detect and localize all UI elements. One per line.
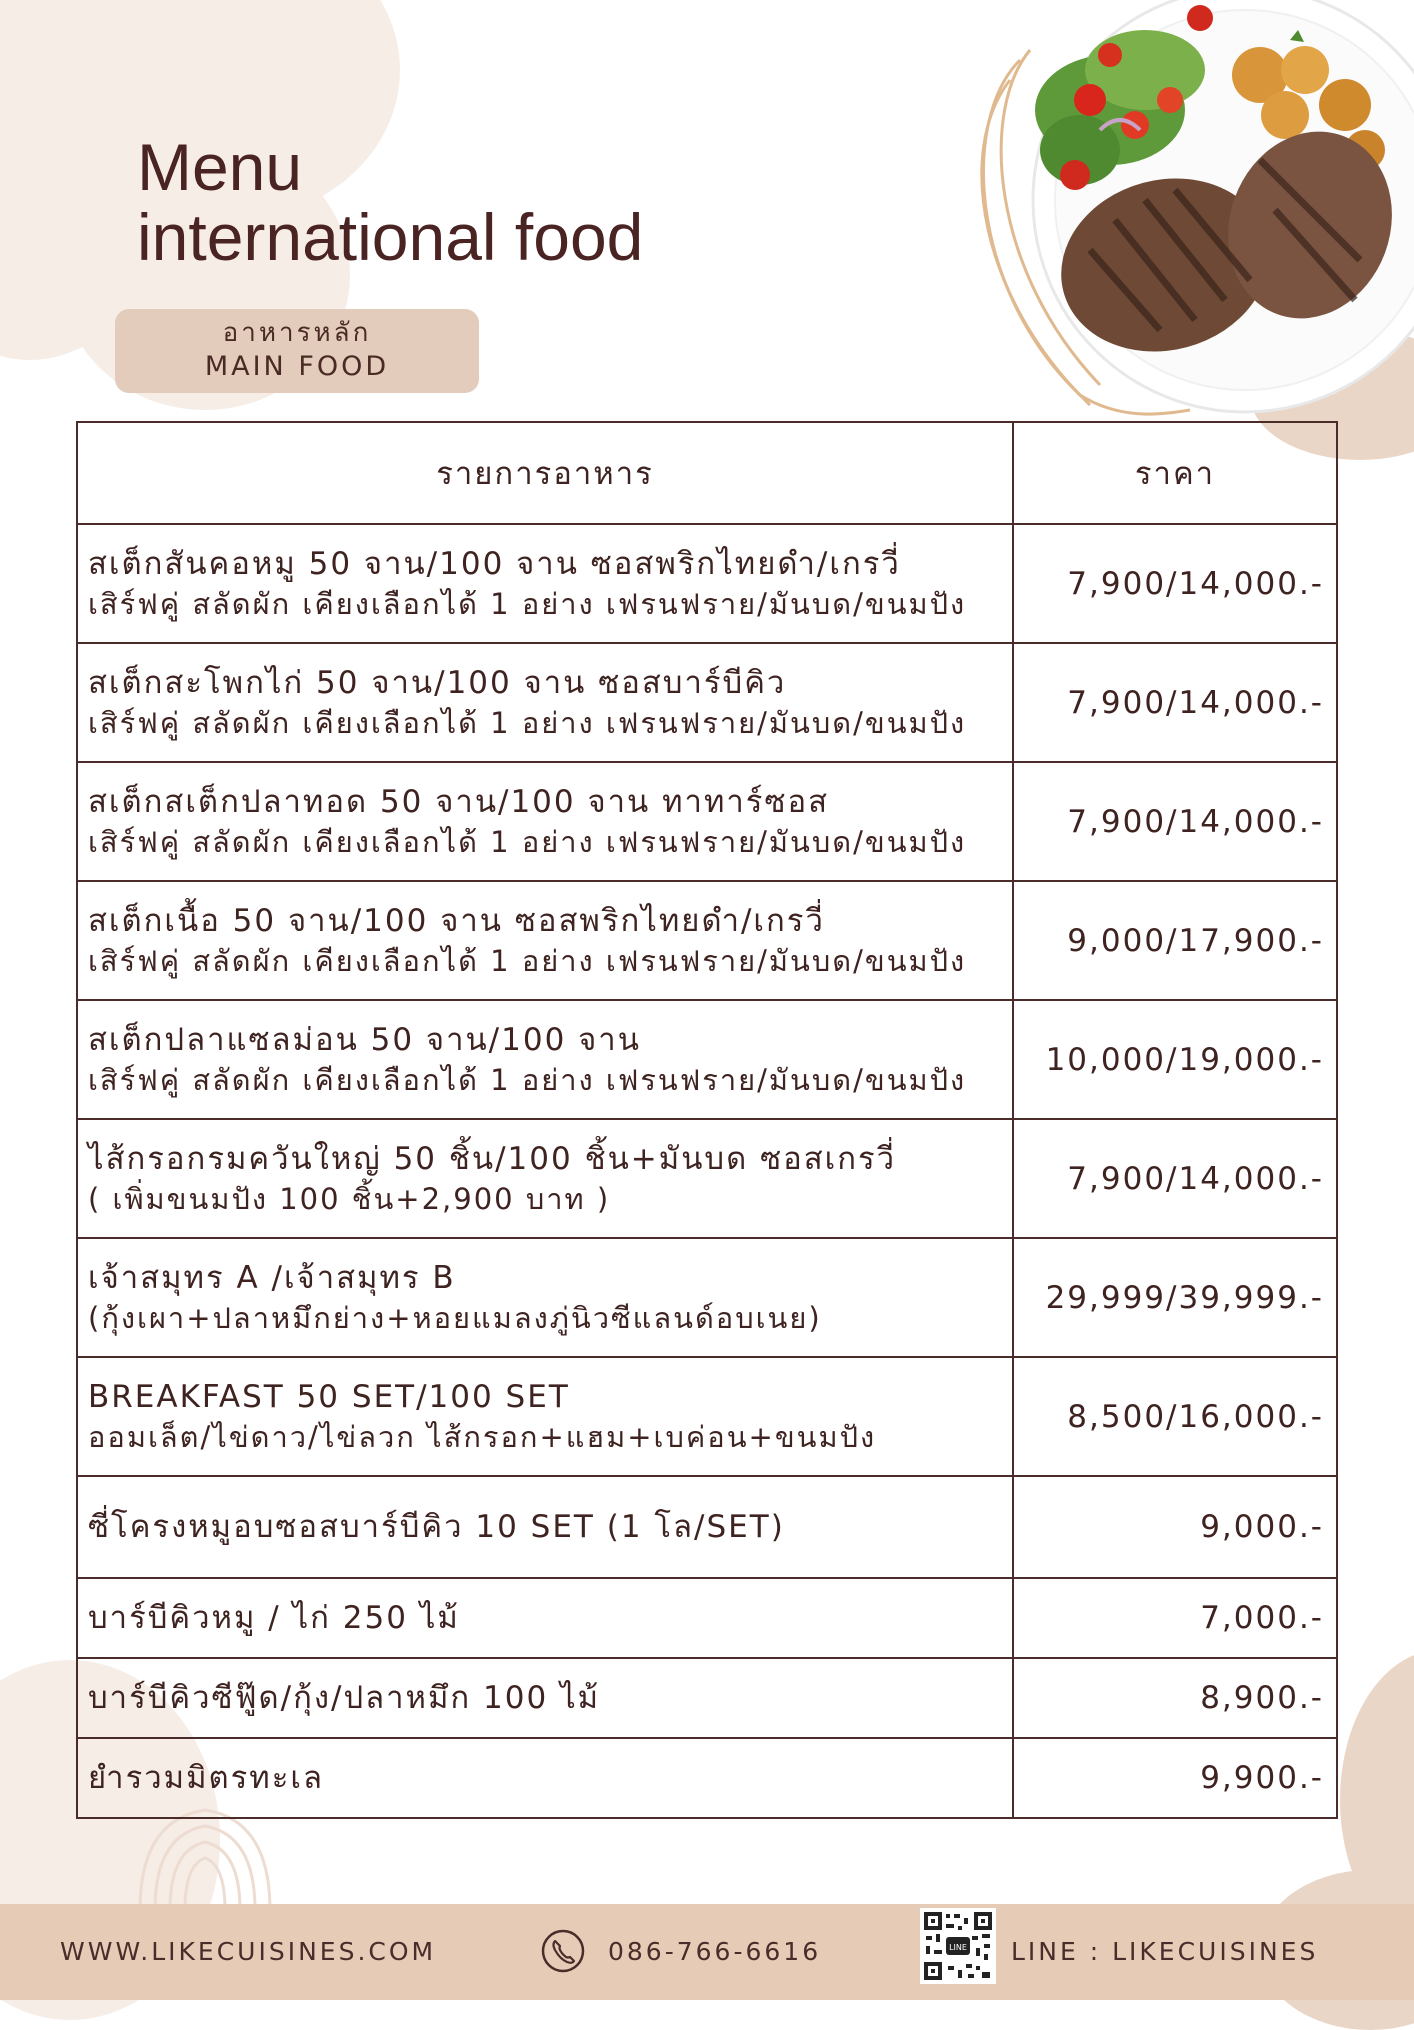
menu-item-name: บาร์บีคิวซีฟู๊ด/กุ้ง/ปลาหมึก 100 ไม้ [77, 1658, 1013, 1738]
menu-item-title: สเต็กเนื้อ 50 จาน/100 จาน ซอสพริกไทยดำ/เกรวี่ [88, 902, 825, 939]
title-line-2: international food [137, 200, 644, 274]
qr-code-icon [920, 1908, 996, 1984]
table-row [77, 1119, 1337, 1238]
menu-item-price: 7,000.- [1013, 1578, 1337, 1658]
menu-item-desc: เสิร์ฟคู่ สลัดผัก เคียงเลือกได้ 1 อย่าง เฟรนฟราย/มันบด/ขนมปัง [88, 1062, 967, 1097]
menu-item-price: 7,900/14,000.- [1013, 524, 1337, 643]
footer-bar [0, 1904, 1414, 2000]
menu-item-name [77, 524, 1013, 643]
menu-item-name [77, 762, 1013, 881]
svg-text:LINE: LINE [949, 1943, 967, 1952]
table-row [77, 643, 1337, 762]
menu-item-name [77, 643, 1013, 762]
menu-item-desc: เสิร์ฟคู่ สลัดผัก เคียงเลือกได้ 1 อย่าง เฟรนฟราย/มันบด/ขนมปัง [88, 586, 967, 621]
menu-item-price: 29,999/39,999.- [1013, 1238, 1337, 1357]
menu-item-price: 7,900/14,000.- [1013, 1119, 1337, 1238]
menu-item-desc: ออมเล็ต/ไข่ดาว/ไข่ลวก ไส้กรอก+แฮม+เบค่อน+ขนมปัง [88, 1419, 877, 1454]
table-header-row [77, 422, 1337, 524]
menu-item-title: สเต็กสเต็กปลาทอด 50 จาน/100 จาน ทาทาร์ซอส [88, 783, 830, 820]
menu-item-price: 8,500/16,000.- [1013, 1357, 1337, 1476]
menu-item-name [77, 1357, 1013, 1476]
menu-item-name [77, 881, 1013, 1000]
menu-item-name: ยำรวมมิตรทะเล [77, 1738, 1013, 1818]
table-row [77, 1238, 1337, 1357]
menu-table [76, 421, 1338, 1819]
phone-number[interactable]: 086-766-6616 [608, 1937, 822, 1966]
table-row [77, 762, 1337, 881]
menu-item-price: 9,000.- [1013, 1476, 1337, 1578]
menu-item-title: สเต็กสันคอหมู 50 จาน/100 จาน ซอสพริกไทยดำ/เกรวี่ [88, 545, 901, 582]
table-row [77, 1357, 1337, 1476]
menu-item-name: ซี่โครงหมูอบซอสบาร์บีคิว 10 SET (1 โล/SET) [77, 1476, 1013, 1578]
column-header-item: รายการอาหาร [77, 422, 1013, 524]
menu-item-title: ไส้กรอกรมควันใหญ่ 50 ชิ้น/100 ชิ้น+มันบด ซอสเกรวี่ [88, 1140, 897, 1177]
menu-item-price: 9,000/17,900.- [1013, 881, 1337, 1000]
line-id[interactable]: LINE : LIKECUISINES [1011, 1937, 1319, 1966]
table-row [77, 1476, 1337, 1578]
menu-item-name [77, 1238, 1013, 1357]
table-row [77, 524, 1337, 643]
menu-item-desc: เสิร์ฟคู่ สลัดผัก เคียงเลือกได้ 1 อย่าง เฟรนฟราย/มันบด/ขนมปัง [88, 943, 967, 978]
table-row [77, 1578, 1337, 1658]
steak-plate-image [960, 0, 1414, 420]
menu-item-price: 7,900/14,000.- [1013, 762, 1337, 881]
menu-item-title: สเต็กสะโพกไก่ 50 จาน/100 จาน ซอสบาร์บีคิว [88, 664, 787, 701]
menu-item-price: 8,900.- [1013, 1658, 1337, 1738]
menu-item-name: บาร์บีคิวหมู / ไก่ 250 ไม้ [77, 1578, 1013, 1658]
menu-item-desc: ( เพิ่มขนมปัง 100 ชิ้น+2,900 บาท ) [88, 1181, 611, 1216]
menu-item-title: เจ้าสมุทร A /เจ้าสมุทร B [88, 1259, 456, 1296]
menu-item-price: 7,900/14,000.- [1013, 643, 1337, 762]
menu-item-desc: เสิร์ฟคู่ สลัดผัก เคียงเลือกได้ 1 อย่าง เฟรนฟราย/มันบด/ขนมปัง [88, 705, 967, 740]
website-link[interactable]: WWW.LIKECUISINES.COM [60, 1937, 437, 1966]
category-label [115, 309, 479, 393]
menu-item-desc: (กุ้งเผา+ปลาหมึกย่าง+หอยแมลงภู่นิวซีแลนด์อบเนย) [88, 1300, 822, 1335]
table-row [77, 1658, 1337, 1738]
category-label-th: อาหารหลัก [222, 318, 372, 348]
menu-item-title: BREAKFAST 50 SET/100 SET [88, 1378, 570, 1415]
table-row [77, 1000, 1337, 1119]
page-title [137, 132, 643, 272]
phone-icon [540, 1928, 586, 1974]
table-row [77, 881, 1337, 1000]
menu-item-title: สเต็กปลาแซลม่อน 50 จาน/100 จาน [88, 1021, 641, 1058]
table-row [77, 1738, 1337, 1818]
menu-item-price: 10,000/19,000.- [1013, 1000, 1337, 1119]
menu-item-desc: เสิร์ฟคู่ สลัดผัก เคียงเลือกได้ 1 อย่าง เฟรนฟราย/มันบด/ขนมปัง [88, 824, 967, 859]
menu-item-name [77, 1000, 1013, 1119]
title-line-1: Menu [137, 130, 303, 204]
menu-item-price: 9,900.- [1013, 1738, 1337, 1818]
category-label-en: MAIN FOOD [204, 351, 390, 382]
column-header-price: ราคา [1013, 422, 1337, 524]
menu-item-name [77, 1119, 1013, 1238]
